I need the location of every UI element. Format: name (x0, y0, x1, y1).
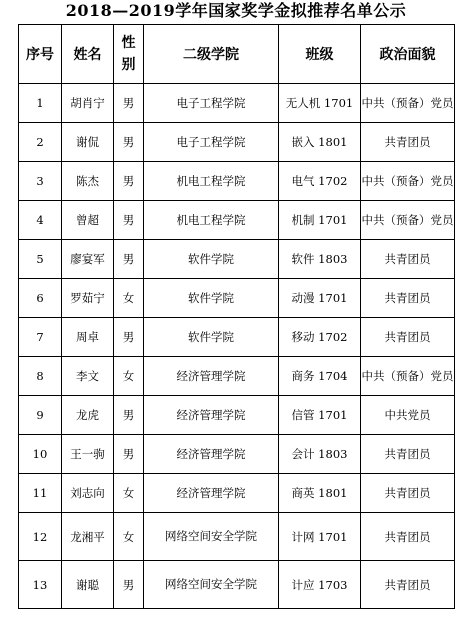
cell-seq: 8 (19, 357, 62, 396)
cell-name: 谢侃 (62, 123, 114, 162)
cell-class: 机制 1701 (279, 201, 361, 240)
cell-name: 陈杰 (62, 162, 114, 201)
cell-class: 移动 1702 (279, 318, 361, 357)
cell-gender: 女 (114, 279, 144, 318)
cell-name: 龙湘平 (62, 513, 114, 561)
cell-politics: 中共党员 (361, 396, 455, 435)
cell-name: 周卓 (62, 318, 114, 357)
header-seq: 序号 (19, 25, 62, 84)
cell-gender: 男 (114, 240, 144, 279)
cell-college: 经济管理学院 (144, 357, 279, 396)
cell-politics: 共青团员 (361, 474, 455, 513)
cell-college: 机电工程学院 (144, 162, 279, 201)
cell-college: 软件学院 (144, 240, 279, 279)
cell-gender: 女 (114, 357, 144, 396)
cell-gender: 男 (114, 561, 144, 609)
cell-class: 计应 1703 (279, 561, 361, 609)
cell-seq: 2 (19, 123, 62, 162)
table-row (19, 162, 455, 201)
header-gender (114, 25, 144, 84)
table-row (19, 201, 455, 240)
cell-college: 电子工程学院 (144, 123, 279, 162)
table-row (19, 279, 455, 318)
table-row (19, 357, 455, 396)
cell-politics: 共青团员 (361, 123, 455, 162)
table-row (19, 435, 455, 474)
cell-seq: 7 (19, 318, 62, 357)
cell-gender: 男 (114, 396, 144, 435)
cell-name: 罗茹宁 (62, 279, 114, 318)
cell-seq: 9 (19, 396, 62, 435)
cell-seq: 5 (19, 240, 62, 279)
cell-name: 胡肖宁 (62, 84, 114, 123)
header-politics: 政治面貌 (361, 25, 455, 84)
cell-gender: 女 (114, 474, 144, 513)
cell-college: 软件学院 (144, 279, 279, 318)
header-name: 姓名 (62, 25, 114, 84)
cell-politics: 共青团员 (361, 561, 455, 609)
cell-gender: 女 (114, 513, 144, 561)
cell-seq: 10 (19, 435, 62, 474)
page-title: 2018—2019学年国家奖学金拟推荐名单公示 (65, 1, 407, 20)
cell-class: 会计 1803 (279, 435, 361, 474)
cell-name: 曾超 (62, 201, 114, 240)
cell-class: 无人机 1701 (279, 84, 361, 123)
cell-class: 计网 1701 (279, 513, 361, 561)
table-row (19, 561, 455, 609)
cell-seq: 11 (19, 474, 62, 513)
cell-class: 嵌入 1801 (279, 123, 361, 162)
cell-gender: 男 (114, 123, 144, 162)
cell-college: 机电工程学院 (144, 201, 279, 240)
cell-class: 信管 1701 (279, 396, 361, 435)
table-row (19, 84, 455, 123)
table-header-row (19, 25, 455, 84)
cell-seq: 12 (19, 513, 62, 561)
cell-seq: 1 (19, 84, 62, 123)
cell-name: 龙虎 (62, 396, 114, 435)
cell-college: 经济管理学院 (144, 474, 279, 513)
cell-college: 经济管理学院 (144, 435, 279, 474)
cell-seq: 6 (19, 279, 62, 318)
cell-college: 软件学院 (144, 318, 279, 357)
table-row (19, 240, 455, 279)
cell-name: 刘志向 (62, 474, 114, 513)
cell-name: 王一驹 (62, 435, 114, 474)
cell-gender: 男 (114, 435, 144, 474)
cell-gender: 男 (114, 162, 144, 201)
cell-politics: 中共（预备）党员 (361, 84, 455, 123)
cell-name: 廖宴军 (62, 240, 114, 279)
cell-college: 网络空间安全学院 (144, 561, 279, 609)
cell-seq: 13 (19, 561, 62, 609)
table-row (19, 123, 455, 162)
header-gender-line2: 别 (121, 57, 136, 73)
cell-college: 经济管理学院 (144, 396, 279, 435)
header-college: 二级学院 (144, 25, 279, 84)
cell-politics: 共青团员 (361, 318, 455, 357)
cell-class: 商英 1801 (279, 474, 361, 513)
cell-class: 商务 1704 (279, 357, 361, 396)
cell-gender: 男 (114, 318, 144, 357)
cell-college: 网络空间安全学院 (144, 513, 279, 561)
cell-name: 谢聪 (62, 561, 114, 609)
cell-politics: 共青团员 (361, 435, 455, 474)
cell-class: 动漫 1701 (279, 279, 361, 318)
table-row (19, 396, 455, 435)
cell-name: 李文 (62, 357, 114, 396)
table-row (19, 474, 455, 513)
header-class: 班级 (279, 25, 361, 84)
cell-politics: 共青团员 (361, 513, 455, 561)
table-row (19, 513, 455, 561)
cell-college: 电子工程学院 (144, 84, 279, 123)
cell-seq: 4 (19, 201, 62, 240)
cell-class: 软件 1803 (279, 240, 361, 279)
cell-gender: 男 (114, 84, 144, 123)
cell-gender: 男 (114, 201, 144, 240)
cell-politics: 共青团员 (361, 240, 455, 279)
table-row (19, 318, 455, 357)
scholarship-table (18, 24, 455, 609)
cell-politics: 中共（预备）党员 (361, 201, 455, 240)
cell-seq: 3 (19, 162, 62, 201)
cell-politics: 共青团员 (361, 279, 455, 318)
header-gender-line1: 性 (121, 35, 136, 51)
cell-politics: 中共（预备）党员 (361, 357, 455, 396)
cell-politics: 中共（预备）党员 (361, 162, 455, 201)
cell-class: 电气 1702 (279, 162, 361, 201)
